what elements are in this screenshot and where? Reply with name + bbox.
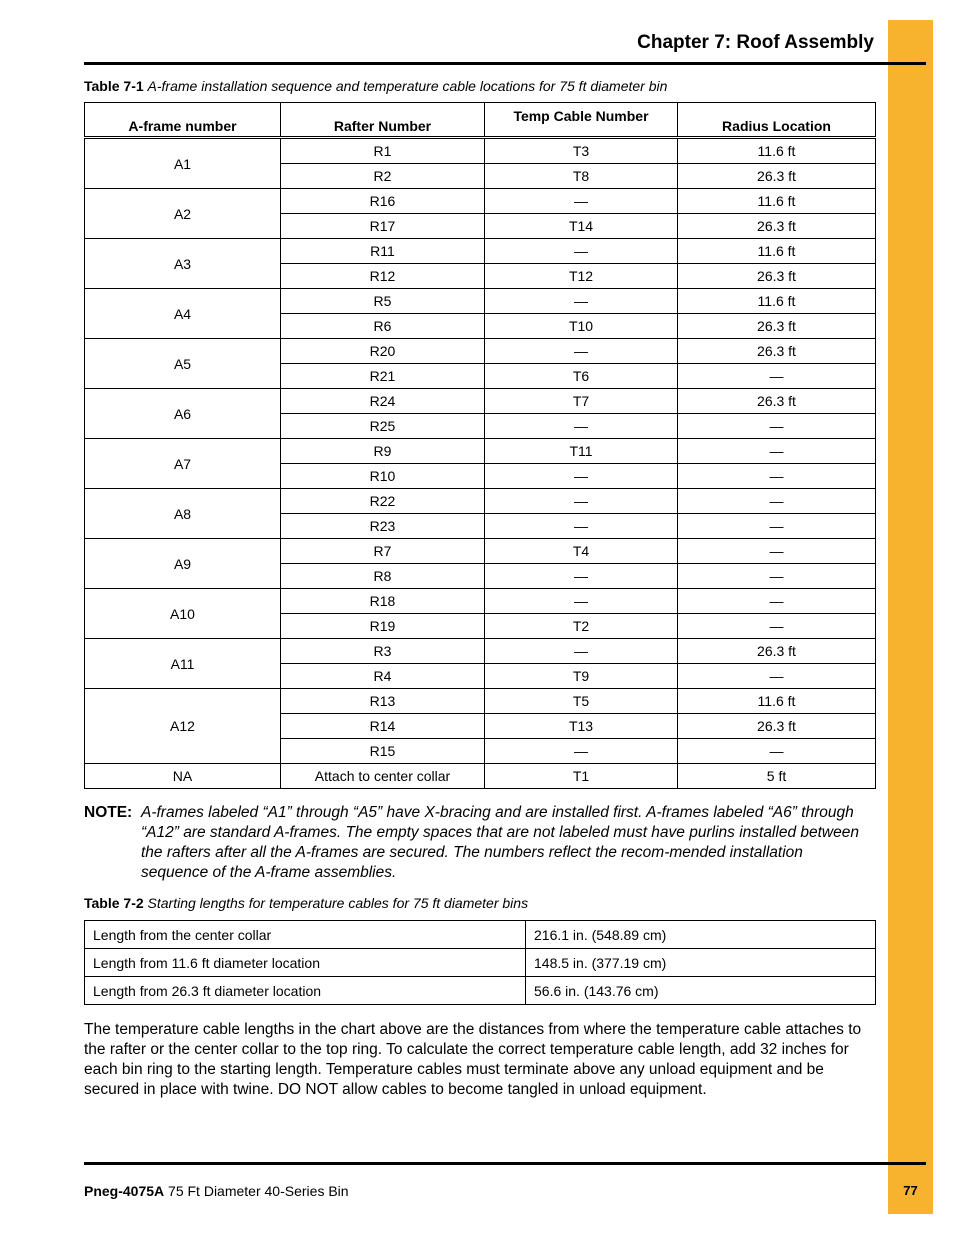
table1-caption: [84, 78, 667, 94]
table-row: [85, 949, 876, 977]
temp-cable-cell: T3: [485, 138, 678, 164]
table-row: [85, 389, 876, 414]
rafter-number-cell: R18: [281, 589, 485, 614]
rafter-number-cell: R23: [281, 514, 485, 539]
table2-caption: [84, 895, 528, 911]
radius-location-cell: —: [678, 464, 876, 489]
length-value-cell: 56.6 in. (143.76 cm): [526, 977, 876, 1005]
aframe-number-cell: A11: [85, 639, 281, 689]
temp-cable-cell: T10: [485, 314, 678, 339]
radius-location-cell: —: [678, 514, 876, 539]
rafter-number-cell: Attach to center collar: [281, 764, 485, 789]
radius-location-cell: 11.6 ft: [678, 289, 876, 314]
rafter-number-cell: R22: [281, 489, 485, 514]
temp-cable-cell: —: [485, 414, 678, 439]
note-block: [84, 803, 874, 883]
header-temp-cable-number: Temp Cable Number: [485, 103, 678, 138]
chapter-title: Chapter 7: Roof Assembly: [637, 32, 874, 53]
footer-doc-title: 75 Ft Diameter 40-Series Bin: [164, 1183, 349, 1199]
temp-cable-cell: —: [485, 339, 678, 364]
temp-cable-cell: T12: [485, 264, 678, 289]
radius-location-cell: —: [678, 614, 876, 639]
length-label-cell: Length from the center collar: [85, 921, 526, 949]
aframe-number-cell: A9: [85, 539, 281, 589]
table-row: [85, 289, 876, 314]
rafter-number-cell: R1: [281, 138, 485, 164]
aframe-number-cell: A2: [85, 189, 281, 239]
aframe-number-cell: A10: [85, 589, 281, 639]
rafter-number-cell: R2: [281, 164, 485, 189]
radius-location-cell: 11.6 ft: [678, 138, 876, 164]
radius-location-cell: 26.3 ft: [678, 314, 876, 339]
table-row: [85, 689, 876, 714]
rafter-number-cell: R6: [281, 314, 485, 339]
temp-cable-cell: —: [485, 239, 678, 264]
header-rule: [84, 62, 926, 65]
cable-length-table: [84, 920, 876, 1005]
rafter-number-cell: R17: [281, 214, 485, 239]
rafter-number-cell: R7: [281, 539, 485, 564]
note-text: A-frames labeled “A1” through “A5” have X-bracing and are installed first. A-frames labeled “A6” through “A12” are standard A-frames. The empty spaces that are not labeled must have purlins installed between the rafters after all the A-frames are secured. The numbers reflect the recom-mended installation sequence of the A-frame assemblies.: [141, 804, 859, 881]
rafter-number-cell: R4: [281, 664, 485, 689]
chapter-side-bar: [888, 20, 933, 1214]
rafter-number-cell: R16: [281, 189, 485, 214]
table2-caption-text: Starting lengths for temperature cables for 75 ft diameter bins: [147, 895, 529, 911]
temp-cable-cell: T8: [485, 164, 678, 189]
rafter-number-cell: R11: [281, 239, 485, 264]
table-row: [85, 439, 876, 464]
rafter-number-cell: R21: [281, 364, 485, 389]
radius-location-cell: 26.3 ft: [678, 714, 876, 739]
table-row: [85, 764, 876, 789]
length-value-cell: 148.5 in. (377.19 cm): [526, 949, 876, 977]
aframe-number-cell: A3: [85, 239, 281, 289]
radius-location-cell: 11.6 ft: [678, 689, 876, 714]
temp-cable-cell: T13: [485, 714, 678, 739]
aframe-sequence-table: [84, 102, 876, 789]
aframe-number-cell: A5: [85, 339, 281, 389]
footer-rule: [84, 1162, 926, 1165]
aframe-number-cell: A1: [85, 138, 281, 189]
footer-doc: [84, 1183, 349, 1199]
temp-cable-cell: T7: [485, 389, 678, 414]
table-row: [85, 138, 876, 164]
table-row: [85, 539, 876, 564]
temp-cable-cell: —: [485, 564, 678, 589]
rafter-number-cell: R8: [281, 564, 485, 589]
radius-location-cell: 5 ft: [678, 764, 876, 789]
body-paragraph: The temperature cable lengths in the chart above are the distances from where the temperature cable attaches to the rafter or the center collar to the top ring. To calculate the correct temperature cable length, add 32 inches for each bin ring to the starting length. Temperature cables must terminate above any unload equipment and be secured in place with twine. DO NOT allow cables to become tangled in unload equipment.: [84, 1021, 862, 1098]
radius-location-cell: 26.3 ft: [678, 264, 876, 289]
temp-cable-cell: T2: [485, 614, 678, 639]
temp-cable-cell: —: [485, 639, 678, 664]
radius-location-cell: —: [678, 439, 876, 464]
temp-cable-cell: —: [485, 289, 678, 314]
radius-location-cell: 26.3 ft: [678, 164, 876, 189]
rafter-number-cell: R20: [281, 339, 485, 364]
radius-location-cell: 26.3 ft: [678, 389, 876, 414]
aframe-number-cell: A8: [85, 489, 281, 539]
note-label: NOTE:: [84, 804, 133, 821]
table-row: [85, 239, 876, 264]
temp-cable-cell: —: [485, 514, 678, 539]
temp-cable-cell: —: [485, 189, 678, 214]
table-row: [85, 339, 876, 364]
radius-location-cell: 26.3 ft: [678, 214, 876, 239]
table-row: [85, 589, 876, 614]
radius-location-cell: —: [678, 739, 876, 764]
aframe-number-cell: A4: [85, 289, 281, 339]
rafter-number-cell: R25: [281, 414, 485, 439]
radius-location-cell: —: [678, 564, 876, 589]
header-aframe-number: A-frame number: [85, 103, 281, 138]
table2-caption-label: Table 7-2: [84, 895, 144, 911]
temp-cable-cell: T11: [485, 439, 678, 464]
table1-caption-label: Table 7-1: [84, 78, 144, 94]
temp-cable-cell: T14: [485, 214, 678, 239]
temp-cable-cell: —: [485, 589, 678, 614]
radius-location-cell: —: [678, 489, 876, 514]
aframe-number-cell: A12: [85, 689, 281, 764]
header-radius-location: Radius Location: [678, 103, 876, 138]
radius-location-cell: 11.6 ft: [678, 189, 876, 214]
rafter-number-cell: R24: [281, 389, 485, 414]
page-number: 77: [903, 1183, 918, 1198]
temp-cable-cell: T9: [485, 664, 678, 689]
header-rafter-number: Rafter Number: [281, 103, 485, 138]
radius-location-cell: 26.3 ft: [678, 639, 876, 664]
temp-cable-cell: T4: [485, 539, 678, 564]
length-value-cell: 216.1 in. (548.89 cm): [526, 921, 876, 949]
radius-location-cell: 11.6 ft: [678, 239, 876, 264]
radius-location-cell: —: [678, 414, 876, 439]
length-label-cell: Length from 26.3 ft diameter location: [85, 977, 526, 1005]
rafter-number-cell: R5: [281, 289, 485, 314]
table-row: [85, 977, 876, 1005]
temp-cable-cell: T5: [485, 689, 678, 714]
temp-cable-cell: T6: [485, 364, 678, 389]
radius-location-cell: 26.3 ft: [678, 339, 876, 364]
temp-cable-cell: —: [485, 464, 678, 489]
rafter-number-cell: R14: [281, 714, 485, 739]
aframe-number-cell: A7: [85, 439, 281, 489]
temp-cable-cell: T1: [485, 764, 678, 789]
aframe-number-cell: A6: [85, 389, 281, 439]
rafter-number-cell: R9: [281, 439, 485, 464]
rafter-number-cell: R3: [281, 639, 485, 664]
temp-cable-cell: —: [485, 739, 678, 764]
table-row: [85, 489, 876, 514]
rafter-number-cell: R12: [281, 264, 485, 289]
rafter-number-cell: R10: [281, 464, 485, 489]
table-row: [85, 639, 876, 664]
temp-cable-cell: —: [485, 489, 678, 514]
radius-location-cell: —: [678, 364, 876, 389]
rafter-number-cell: R15: [281, 739, 485, 764]
rafter-number-cell: R19: [281, 614, 485, 639]
rafter-number-cell: R13: [281, 689, 485, 714]
radius-location-cell: —: [678, 664, 876, 689]
table-row: [85, 921, 876, 949]
radius-location-cell: —: [678, 589, 876, 614]
length-label-cell: Length from 11.6 ft diameter location: [85, 949, 526, 977]
footer-doc-id: Pneg-4075A: [84, 1183, 165, 1199]
table1-caption-text: A-frame installation sequence and temperature cable locations for 75 ft diameter bin: [147, 78, 668, 94]
table-row: [85, 189, 876, 214]
radius-location-cell: —: [678, 539, 876, 564]
aframe-number-cell: NA: [85, 764, 281, 789]
